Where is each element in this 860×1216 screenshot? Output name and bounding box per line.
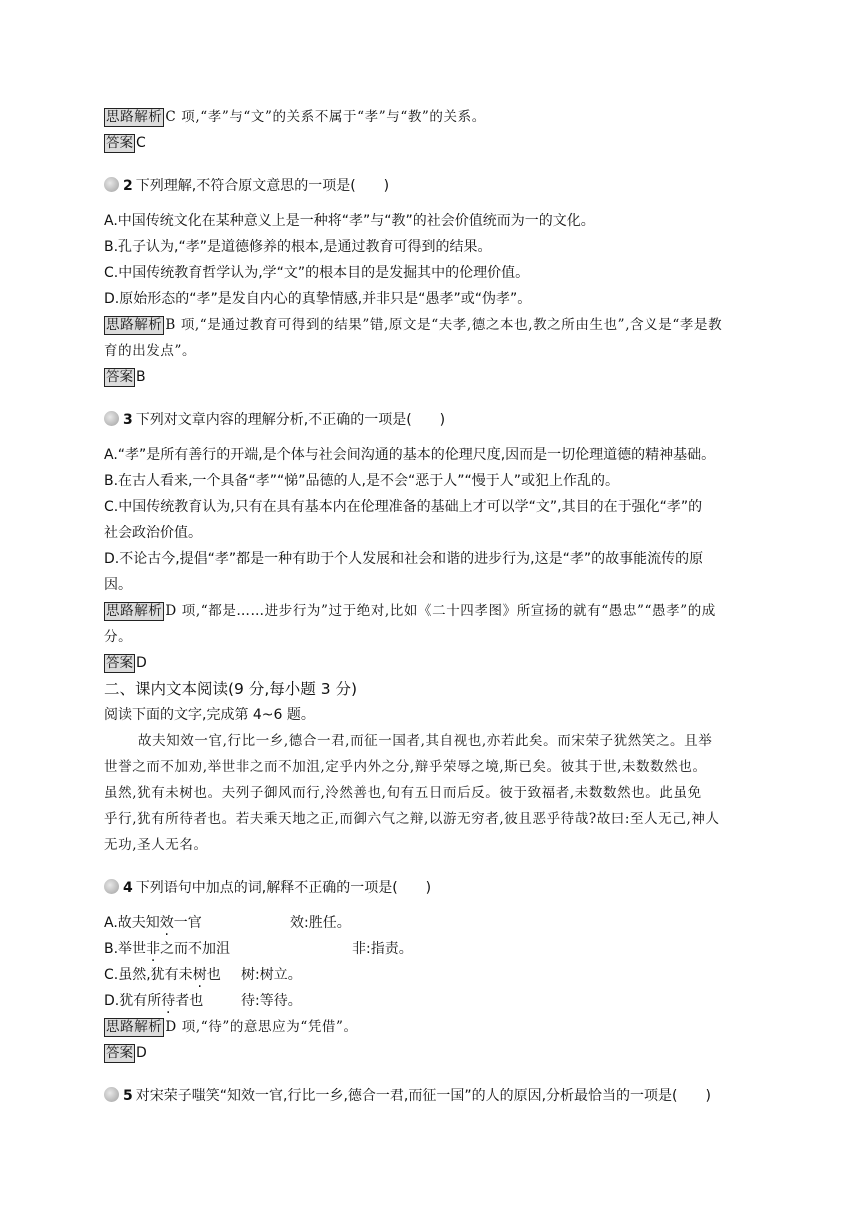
q2-analysis-line-2: 育的出发点”。 [104,343,197,359]
analysis-text: D 项,“待”的意思应为“凭借”。 [165,1019,358,1035]
passage-line-4: 乎行,犹有所待者也。若夫乘天地之正,而御六气之辩,以游无穷者,彼且恶乎待哉?故曰:至人无己,神人 [104,811,720,827]
question-icon [104,177,119,192]
q4-answer [104,1043,147,1063]
question-text: 下列理解,不符合原文意思的一项是( ) [135,178,390,194]
analysis-text: D 项,“都是……进步行为”过于绝对,比如《二十四孝图》所宣扬的就有“愚忠”“愚孝”的成 [165,603,716,619]
option-text-rest: 一官 [173,915,202,931]
dotted-char: 非 [146,941,161,957]
q3-answer [104,653,147,673]
q4-option-b [104,939,230,959]
q4-option-c-explanation: 树:树立。 [241,967,302,983]
answer-text: D [136,655,147,671]
q3-option-c-line-1: C.中国传统教育认为,只有在具有基本内在伦理准备的基础上才可以学“文”,其目的在于强化“孝”的 [104,499,703,515]
analysis-tag: 思路解析 [106,1019,163,1035]
question-number: 5 [123,1088,133,1104]
q3-analysis-line-2: 分。 [104,629,133,645]
section-title: 二、课内文本阅读(9 分,每小题 3 分) [104,680,358,698]
answer-tag: 答案 [106,655,133,671]
question-icon [104,411,119,426]
q4-stem [104,878,431,898]
option-text-rest: 也 [206,967,221,983]
analysis-text: B 项,“是通过教育可得到的结果”错,原文是“夫孝,德之本也,教之所由生也”,含义是“孝是教 [165,317,723,333]
option-text: C.虽然,犹有未 [104,967,193,983]
analysis-tag: 思路解析 [106,317,163,333]
q2-stem [104,176,389,196]
question-icon [104,879,119,894]
question-number: 2 [123,178,133,194]
q3-option-c-line-2: 社会政治价值。 [104,525,202,541]
question-icon [104,1087,119,1102]
passage-line-1: 故夫知效一官,行比一乡,德合一君,而征一国者,其自视也,亦若此矣。而宋荣子犹然笑之。且举 [138,733,713,749]
passage-line-5: 无功,圣人无名。 [104,837,208,853]
q1-answer [104,133,146,153]
answer-tag: 答案 [106,1045,133,1061]
q4-option-a-explanation: 效:胜任。 [290,915,351,931]
q4-option-d [104,991,203,1011]
question-text: 对宋荣子嗤笑“知效一官,行比一乡,德合一君,而征一国”的人的原因,分析最恰当的一项是( ) [135,1088,711,1104]
q3-analysis-line-1 [104,601,716,621]
q4-option-b-explanation: 非:指责。 [352,941,413,957]
answer-text: B [136,369,146,385]
analysis-tag: 思路解析 [106,603,163,619]
question-text: 下列语句中加点的词,解释不正确的一项是( ) [135,880,432,896]
q2-option-d: D.原始形态的“孝”是发自内心的真挚情感,并非只是“愚孝”或“伪孝”。 [104,291,532,307]
dotted-char: 树 [192,967,207,983]
option-text: B.举世 [104,941,147,957]
q1-analysis [104,107,486,127]
answer-tag: 答案 [106,369,133,385]
q3-option-d-line-1: D.不论古今,提倡“孝”都是一种有助于个人发展和社会和谐的进步行为,这是“孝”的故事能流传的原 [104,551,704,567]
q2-option-a: A.中国传统文化在某种意义上是一种将“孝”与“教”的社会价值统而为一的文化。 [104,213,595,229]
q4-option-d-explanation: 待:等待。 [241,993,302,1009]
answer-text: D [136,1045,147,1061]
passage-line-3: 虽然,犹有未树也。夫列子御风而行,泠然善也,旬有五日而后反。彼于致福者,未数数然也。此虽免 [104,785,702,801]
q2-analysis-line-1 [104,315,722,335]
option-text-rest: 者也 [175,993,204,1009]
dotted-char: 待 [161,993,176,1009]
option-text-rest: 之而不加沮 [160,941,231,957]
q3-option-a: A.“孝”是所有善行的开端,是个体与社会间沟通的基本的伦理尺度,因而是一切伦理道德的精神基础。 [104,447,716,463]
option-text: A.故夫知 [104,915,160,931]
answer-text: C [136,135,146,151]
q3-stem [104,410,445,430]
question-number: 4 [123,880,133,896]
q4-analysis [104,1017,358,1037]
passage-line-2: 世誉之而不加劝,举世非之而不加沮,定乎内外之分,辩乎荣辱之境,斯已矣。彼其于世,未数数然也。 [104,759,707,775]
question-number: 3 [123,412,133,428]
question-text: 下列对文章内容的理解分析,不正确的一项是( ) [135,412,446,428]
analysis-tag: 思路解析 [106,109,163,125]
dotted-char: 效 [159,915,174,931]
analysis-text: C 项,“孝”与“文”的关系不属于“孝”与“教”的关系。 [165,109,486,125]
q3-option-b: B.在古人看来,一个具备“孝”“悌”品德的人,是不会“恶于人”“慢于人”或犯上作乱的。 [104,473,619,489]
answer-tag: 答案 [106,135,133,151]
q5-stem [104,1086,711,1106]
reading-instruction: 阅读下面的文字,完成第 4~6 题。 [104,707,315,723]
q2-option-c: C.中国传统教育哲学认为,学“文”的根本目的是发掘其中的伦理价值。 [104,265,530,281]
q4-option-a [104,913,202,933]
option-text: D.犹有所 [104,993,162,1009]
q4-option-c [104,965,221,985]
q2-answer [104,367,146,387]
q2-option-b: B.孔子认为,“孝”是道德修养的根本,是通过教育可得到的结果。 [104,239,492,255]
q3-option-d-line-2: 因。 [104,577,132,593]
